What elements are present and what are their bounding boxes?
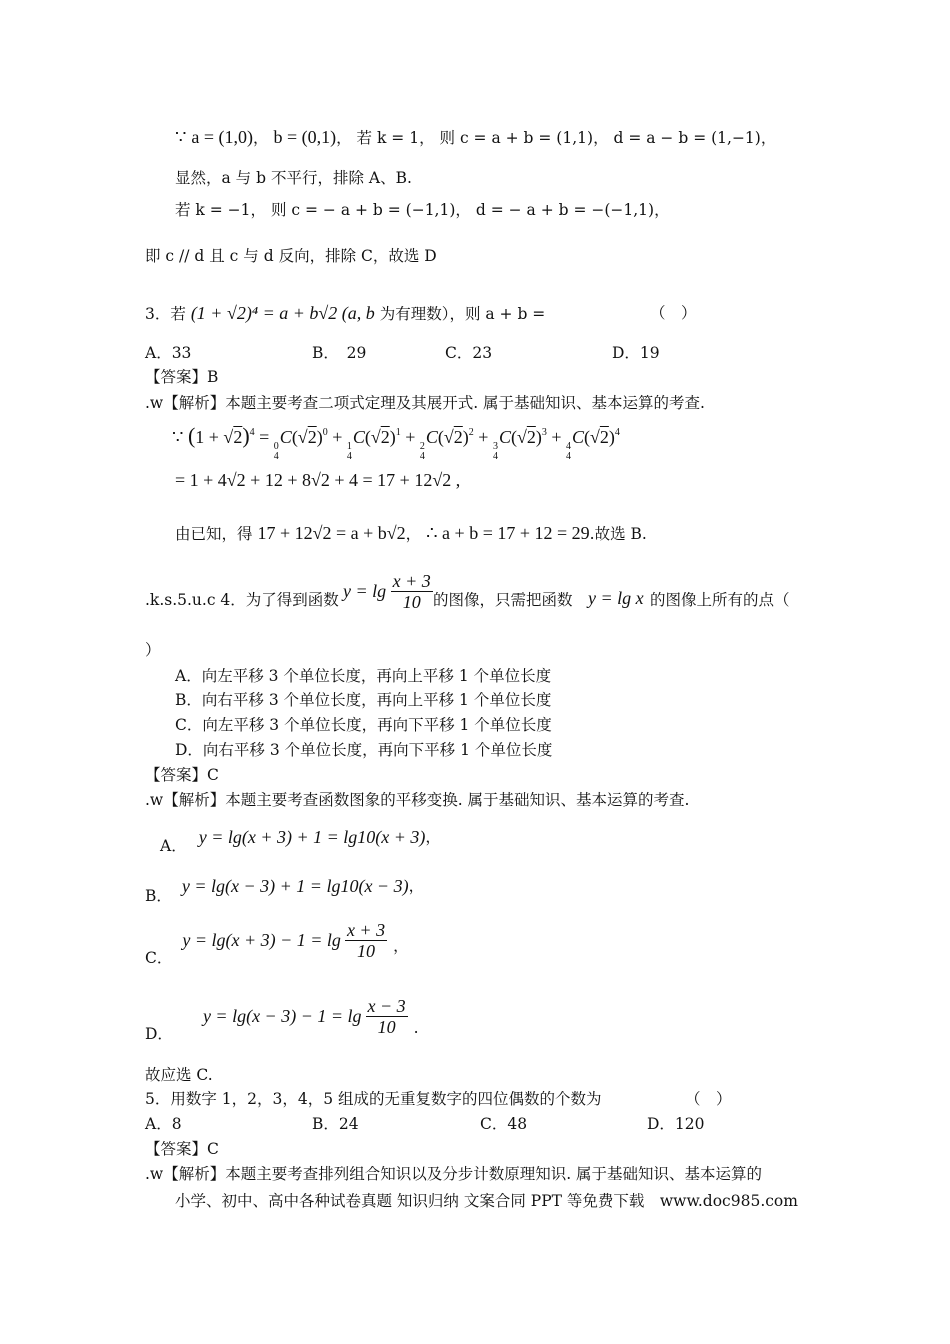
q4-close-paren: ） [145,641,161,659]
q4-answer: 【答案】C [145,766,219,784]
q3-analysis: .w【解析】本题主要考查二项式定理及其展开式. 属于基础知识、基本运算的考查. [145,394,705,412]
q5-option-d: D．120 [647,1115,705,1133]
q2-line2: 显然，a 与 b 不平行，排除 A、B. [175,169,412,187]
q4-middle: 的图像，只需把函数 [433,591,573,609]
q4-suffix: 的图像上所有的点（ [650,591,790,609]
q3-option-d: D．19 [612,344,660,362]
q4-func1-fraction: $\frac{x + 3}{10}$ [392,570,431,612]
q4-option-a: A．向左平移 3 个单位长度，再向上平移 1 个单位长度 [175,667,552,685]
q4-item-d: D． y = lg(x − 3) − 1 = lg $\frac{x - 3}{10}$ . [145,995,419,1043]
q5-analysis: .w【解析】本题主要考查排列组合知识以及分步计数原理知识. 属于基础知识、基本运算的 [145,1165,763,1183]
q5-option-b: B．24 [312,1115,359,1133]
q4-func2: y = lg x [588,588,644,608]
q4-item-b: B． y = lg(x − 3) + 1 = lg10(x − 3) ， [145,876,425,905]
q5-paren: （ ） [685,1090,732,1108]
q2-line4: 即 c // d 且 c 与 d 反向，排除 C，故选 D [145,247,437,265]
q3-option-c: C．23 [445,344,493,362]
q4-item-c-fraction: $\frac{x + 3}{10}$ [346,919,386,961]
q2-line1: ∵ a = (1,0)， b = (0,1)， 若 k = 1， 则 c = a + b = (1,1)， d = a − b = (1,−1)， [175,127,777,147]
q4-option-d: D．向右平移 3 个单位长度，再向下平移 1 个单位长度 [175,741,553,759]
page-footer: 小学、初中、高中各种试卷真题 知识归纳 文案合同 PPT 等免费下载 www.doc985.com [175,1192,798,1210]
q4-option-b: B．向右平移 3 个单位长度，再向上平移 1 个单位长度 [175,691,552,709]
q3-option-a: A．33 [145,344,192,362]
q3-question: 3．若 (1 + √2)⁴ = a + b√2 (a, b 为有理数），则 a + b = [145,303,546,323]
q4-item-c: C． y = lg(x + 3) − 1 = lg $\frac{x + 3}{10}$ ， [145,919,409,967]
q3-paren: （ ） [650,304,697,322]
q3-answer: 【答案】B [145,368,219,386]
q4-item-d-fraction: $\frac{x - 3}{10}$ [367,995,406,1037]
q3-binomial-expansion: ∵ $(1 + √2)^4$ = 0 4 $C(√2)^0$ + 1 4 $C(√2)^1$ + 2 4 $C(√2)^2$ + 3 4 $C(√2)^3$ + 4 4 $C(√2)^4$ [172,423,620,462]
q5-answer: 【答案】C [145,1140,219,1158]
q4-question: .k.s.5.u.c 4．为了得到函数 [145,591,339,609]
q2-line3: 若 k = −1， 则 c = − a + b = (−1,1)， d = − a + b = −(−1,1)， [175,201,670,219]
q3-step2: = 1 + 4√2 + 12 + 8√2 + 4 = 17 + 12√2 , [175,470,461,490]
q5-option-a: A．8 [145,1115,182,1133]
q5-option-c: C．48 [480,1115,528,1133]
q4-item-a: A． y = lg(x + 3) + 1 = lg10(x + 3) ， [160,827,441,855]
q3-option-b: B． 29 [312,344,367,362]
q3-step3: 由已知，得 17 + 12√2 = a + b√2， ∴ a + b = 17 + 12 = 29.故选 B. [175,523,647,543]
q5-question: 5．用数字 1，2，3，4，5 组成的无重复数字的四位偶数的个数为 [145,1090,602,1108]
q4-analysis: .w【解析】本题主要考查函数图象的平移变换. 属于基础知识、基本运算的考查. [145,791,690,809]
q4-func1: y = lg $\frac{x + 3}{10}$ [343,570,431,612]
q4-option-c: C．向左平移 3 个单位长度，再向下平移 1 个单位长度 [175,716,552,734]
q4-conclusion: 故应选 C. [145,1066,213,1084]
